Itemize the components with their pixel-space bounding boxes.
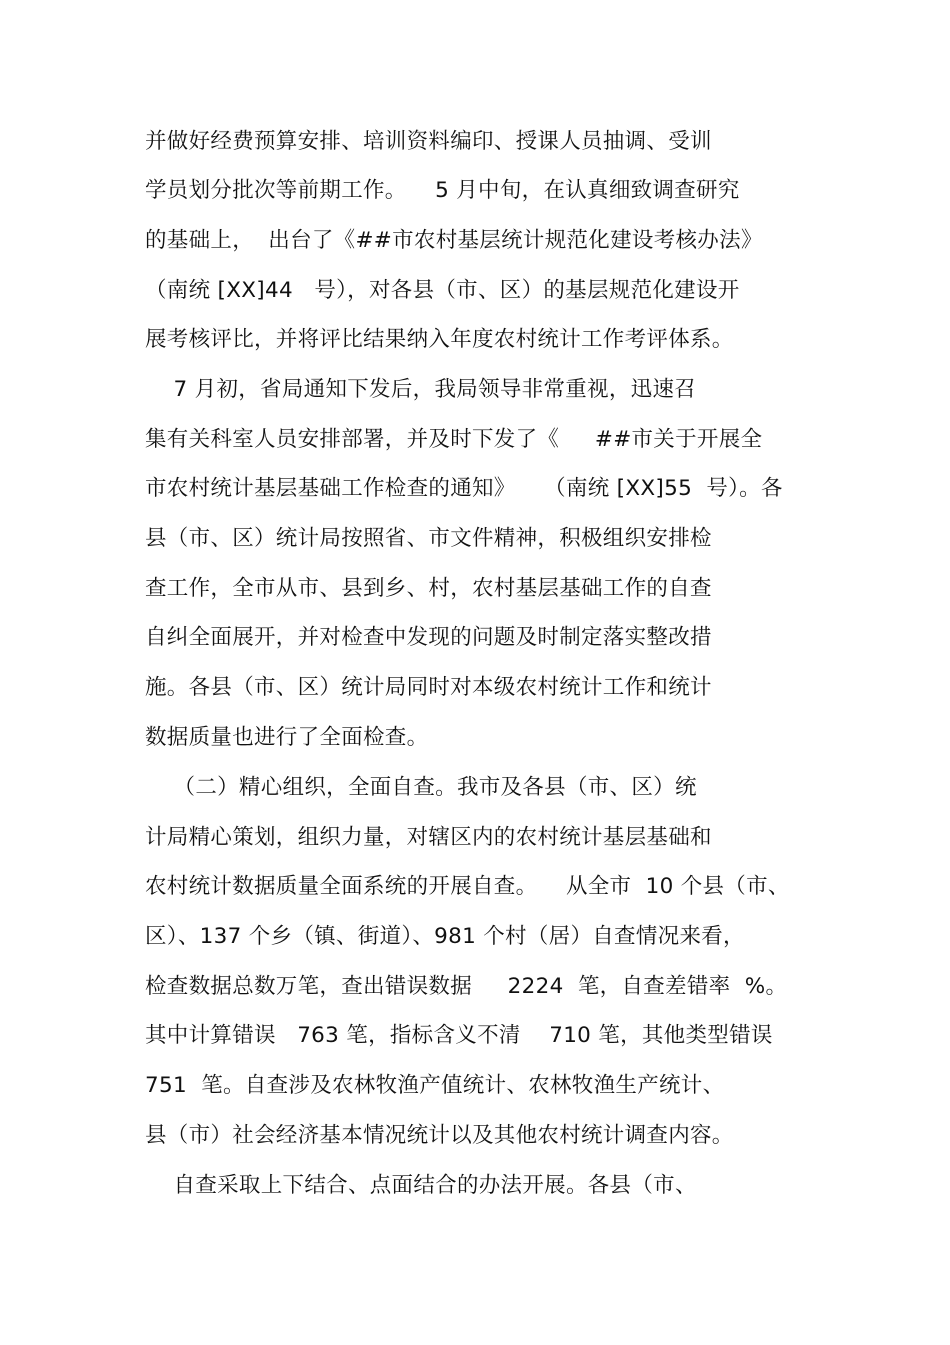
text-line: 计局精心策划，组织力量，对辖区内的农村统计基层基础和 [145,825,712,850]
text-line: 数据质量也进行了全面检查。 [145,725,429,750]
text-line: 学员划分批次等前期工作。 5 月中旬，在认真细致调查研究 [145,178,740,203]
text-line: 7 月初，省局通知下发后，我局领导非常重视，迅速召 [145,377,697,402]
text-line: 751 笔。自查涉及农林牧渔产值统计、农林牧渔生产统计、 [145,1073,725,1098]
text-line: （二）精心组织，全面自查。我市及各县（市、区）统 [145,775,697,800]
text-line: 市农村统计基层基础工作检查的通知》 （南统 [XX]55 号）。各 [145,476,783,501]
text-line: 农村统计数据质量全面系统的开展自查。 从全市 10 个县（市、 [145,874,790,899]
text-line: 县（市、区）统计局按照省、市文件精神，积极组织安排检 [145,526,712,551]
text-line: 的基础上， 出台了《##市农村基层统计规范化建设考核办法》 [145,228,763,253]
text-line: 展考核评比，并将评比结果纳入年度农村统计工作考评体系。 [145,327,734,352]
text-line: 施。各县（市、区）统计局同时对本级农村统计工作和统计 [145,675,712,700]
text-line: 集有关科室人员安排部署，并及时下发了《 ##市关于开展全 [145,427,763,452]
text-line: 检查数据总数万笔，查出错误数据 2224 笔，自查差错率 %。 [145,974,788,999]
text-line: 其中计算错误 763 笔，指标含义不清 710 笔，其他类型错误 [145,1023,773,1048]
text-line: 自纠全面展开，并对检查中发现的问题及时制定落实整改措 [145,625,712,650]
text-line: 区）、137 个乡（镇、街道）、981 个村（居）自查情况来看， [145,924,745,949]
text-line: （南统 [XX]44 号），对各县（市、区）的基层规范化建设开 [145,278,740,303]
text-line: 自查采取上下结合、点面结合的办法开展。各县（市、 [145,1173,697,1198]
text-line: 县（市）社会经济基本情况统计以及其他农村统计调查内容。 [145,1123,734,1148]
text-line: 并做好经费预算安排、培训资料编印、授课人员抽调、受训 [145,129,712,154]
text-line: 查工作，全市从市、县到乡、村，农村基层基础工作的自查 [145,576,712,601]
